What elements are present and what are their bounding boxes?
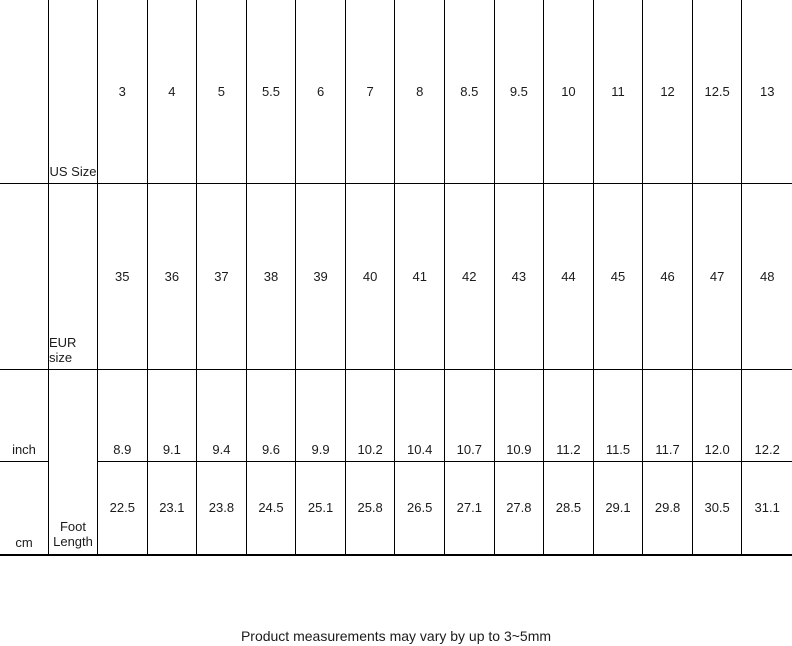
inch-cell: 9.9 bbox=[296, 370, 346, 462]
us-size-cell: 8 bbox=[395, 0, 445, 184]
inch-cell: 11.2 bbox=[544, 370, 594, 462]
corner-cell bbox=[0, 184, 49, 370]
cm-cell: 26.5 bbox=[395, 462, 445, 556]
corner-cell bbox=[0, 0, 49, 184]
us-size-cell: 4 bbox=[148, 0, 198, 184]
inch-cell: 8.9 bbox=[98, 370, 148, 462]
inch-cell: 11.5 bbox=[594, 370, 644, 462]
us-size-cell: 5 bbox=[197, 0, 247, 184]
cm-cell: 27.1 bbox=[445, 462, 495, 556]
eur-size-cell: 46 bbox=[643, 184, 693, 370]
inch-cell: 10.4 bbox=[395, 370, 445, 462]
inch-cell: 10.9 bbox=[495, 370, 545, 462]
inch-cell: 12.2 bbox=[742, 370, 792, 462]
cm-cell: 23.1 bbox=[148, 462, 198, 556]
inch-cell: 12.0 bbox=[693, 370, 743, 462]
inch-cell: 9.1 bbox=[148, 370, 198, 462]
eur-size-cell: 39 bbox=[296, 184, 346, 370]
cm-cell: 27.8 bbox=[495, 462, 545, 556]
cm-cell: 29.1 bbox=[594, 462, 644, 556]
us-size-cell: 10 bbox=[544, 0, 594, 184]
cm-cell: 25.8 bbox=[346, 462, 396, 556]
foot-length-header: Foot Length bbox=[49, 370, 98, 556]
us-size-cell: 7 bbox=[346, 0, 396, 184]
us-size-cell: 9.5 bbox=[495, 0, 545, 184]
cm-cell: 23.8 bbox=[197, 462, 247, 556]
eur-size-cell: 40 bbox=[346, 184, 396, 370]
us-size-cell: 3 bbox=[98, 0, 148, 184]
eur-size-cell: 44 bbox=[544, 184, 594, 370]
cm-cell: 30.5 bbox=[693, 462, 743, 556]
eur-size-cell: 36 bbox=[148, 184, 198, 370]
eur-size-row-header: EUR size bbox=[49, 184, 98, 370]
cm-cell: 22.5 bbox=[98, 462, 148, 556]
cm-cell: 29.8 bbox=[643, 462, 693, 556]
us-size-cell: 8.5 bbox=[445, 0, 495, 184]
eur-size-cell: 47 bbox=[693, 184, 743, 370]
us-size-row-header: US Size bbox=[49, 0, 98, 184]
eur-size-cell: 43 bbox=[495, 184, 545, 370]
inch-cell: 10.7 bbox=[445, 370, 495, 462]
eur-size-cell: 35 bbox=[98, 184, 148, 370]
eur-size-cell: 38 bbox=[247, 184, 297, 370]
inch-cell: 9.4 bbox=[197, 370, 247, 462]
cm-cell: 25.1 bbox=[296, 462, 346, 556]
us-size-cell: 12 bbox=[643, 0, 693, 184]
inch-row-header: inch bbox=[0, 370, 49, 462]
eur-size-cell: 42 bbox=[445, 184, 495, 370]
eur-size-cell: 41 bbox=[395, 184, 445, 370]
us-size-cell: 12.5 bbox=[693, 0, 743, 184]
eur-size-cell: 45 bbox=[594, 184, 644, 370]
us-size-cell: 5.5 bbox=[247, 0, 297, 184]
us-size-cell: 13 bbox=[742, 0, 792, 184]
inch-cell: 9.6 bbox=[247, 370, 297, 462]
us-size-cell: 11 bbox=[594, 0, 644, 184]
cm-cell: 28.5 bbox=[544, 462, 594, 556]
eur-size-cell: 48 bbox=[742, 184, 792, 370]
measurement-tolerance-note: Product measurements may vary by up to 3~5mm bbox=[240, 628, 552, 644]
cm-cell: 31.1 bbox=[742, 462, 792, 556]
cm-cell: 24.5 bbox=[247, 462, 297, 556]
inch-cell: 11.7 bbox=[643, 370, 693, 462]
us-size-cell: 6 bbox=[296, 0, 346, 184]
eur-size-cell: 37 bbox=[197, 184, 247, 370]
inch-cell: 10.2 bbox=[346, 370, 396, 462]
cm-row-header: cm bbox=[0, 462, 49, 556]
